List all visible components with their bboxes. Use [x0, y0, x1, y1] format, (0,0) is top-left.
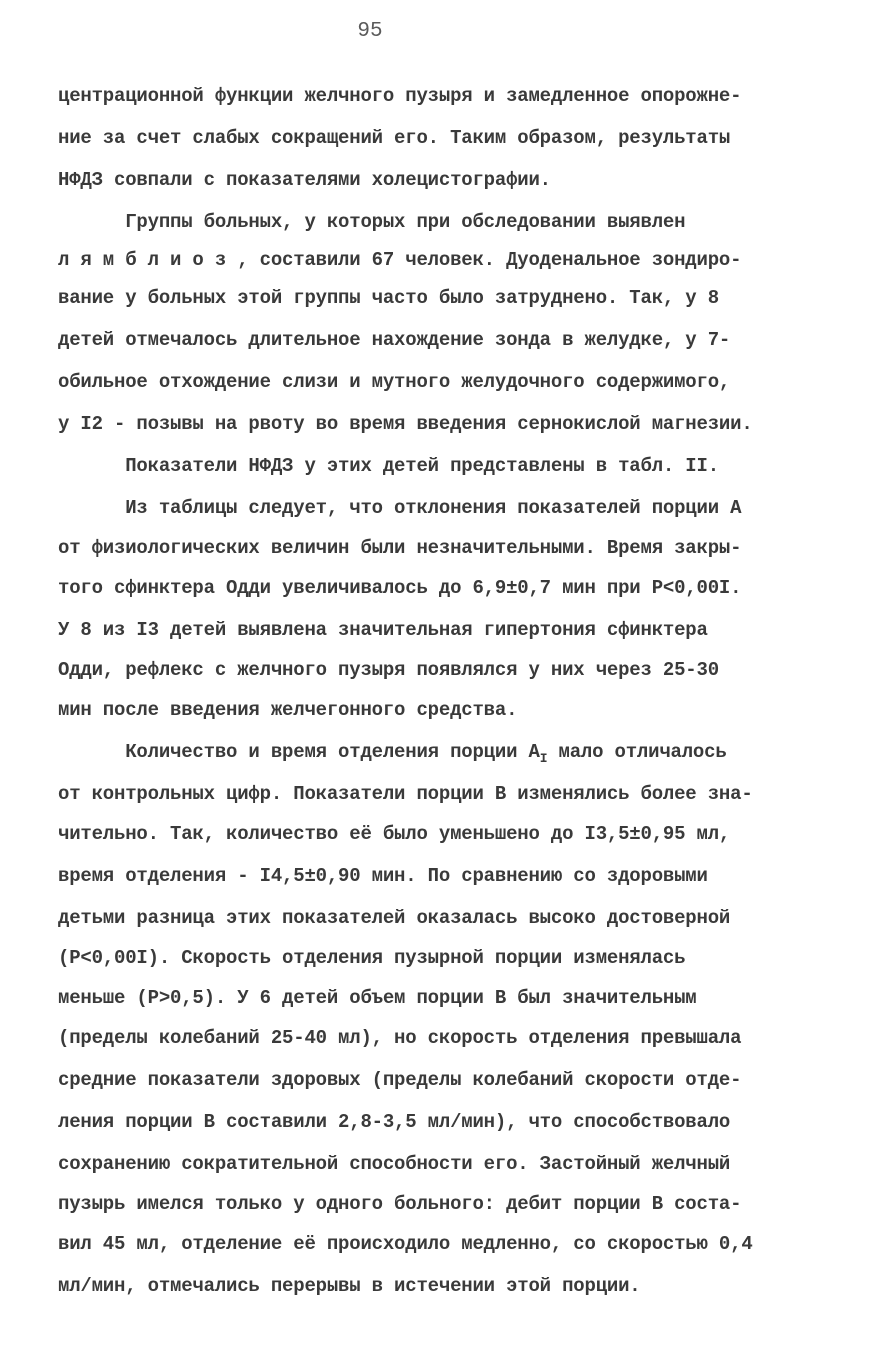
text-segment: Количество и время отделения порции А	[58, 741, 540, 763]
text-line: от контрольных цифр. Показатели порции В изменялись более зна-	[58, 783, 753, 805]
text-line: средние показатели здоровых (пределы колебаний скорости отде-	[58, 1069, 742, 1091]
text-line: детей отмечалось длительное нахождение зонда в желудке, у 7-	[58, 329, 731, 351]
text-line: Из таблицы следует, что отклонения показателей порции А	[58, 497, 742, 519]
text-line: (P<0,00I). Скорость отделения пузырной порции изменялась	[58, 947, 686, 969]
text-line: мин после введения желчегонного средства.	[58, 699, 518, 721]
text-line: У 8 из I3 детей выявлена значительная гипертония сфинктера	[58, 619, 708, 641]
text-line-subscript	[58, 738, 727, 773]
text-line: Группы больных, у которых при обследовании выявлен	[58, 211, 686, 233]
text-line: того сфинктера Одди увеличивалось до 6,9±0,7 мин при P<0,00I.	[58, 577, 742, 599]
subscript: I	[539, 751, 548, 766]
text-line: у I2 - позывы на рвоту во время введения сернокислой магнезии.	[58, 413, 753, 435]
text-line: время отделения - I4,5±0,90 мин. По сравнению со здоровыми	[58, 865, 708, 887]
text-line: чительно. Так, количество её было уменьшено до I3,5±0,95 мл,	[58, 823, 731, 845]
text-line: сохранению сократительной способности его. Застойный желчный	[58, 1153, 731, 1175]
text-line: меньше (P>0,5). У 6 детей объем порции В был значительным	[58, 987, 697, 1009]
text-line: детьми разница этих показателей оказалась высоко достоверной	[58, 907, 731, 929]
text-line: вание у больных этой группы часто было затруднено. Так, у 8	[58, 287, 719, 309]
text-line: вил 45 мл, отделение её происходило медленно, со скоростью 0,4	[58, 1233, 753, 1255]
text-line: обильное отхождение слизи и мутного желудочного содержимого,	[58, 371, 731, 393]
text-line: НФДЗ совпали с показателями холецистографии.	[58, 169, 551, 191]
text-line: Одди, рефлекс с желчного пузыря появлялся у них через 25-30	[58, 659, 719, 681]
text-line: л я м б л и о з , составили 67 человек. Дуоденальное зондиро-	[58, 249, 742, 271]
page-number: 95	[357, 20, 383, 43]
text-line: ние за счет слабых сокращений его. Таким образом, результаты	[58, 127, 731, 149]
text-line: от физиологических величин были незначительными. Время закры-	[58, 537, 742, 559]
text-line: центрационной функции желчного пузыря и замедленное опорожне-	[58, 85, 742, 107]
text-line: ления порции В составили 2,8-3,5 мл/мин), что способствовало	[58, 1111, 731, 1133]
text-line: пузырь имелся только у одного больного: дебит порции В соста-	[58, 1193, 742, 1215]
text-line: (пределы колебаний 25-40 мл), но скорость отделения превышала	[58, 1027, 742, 1049]
text-line: Показатели НФДЗ у этих детей представлены в табл. II.	[58, 455, 719, 477]
text-line: мл/мин, отмечались перерывы в истечении этой порции.	[58, 1275, 641, 1297]
text-segment: мало отличалось	[547, 741, 727, 763]
